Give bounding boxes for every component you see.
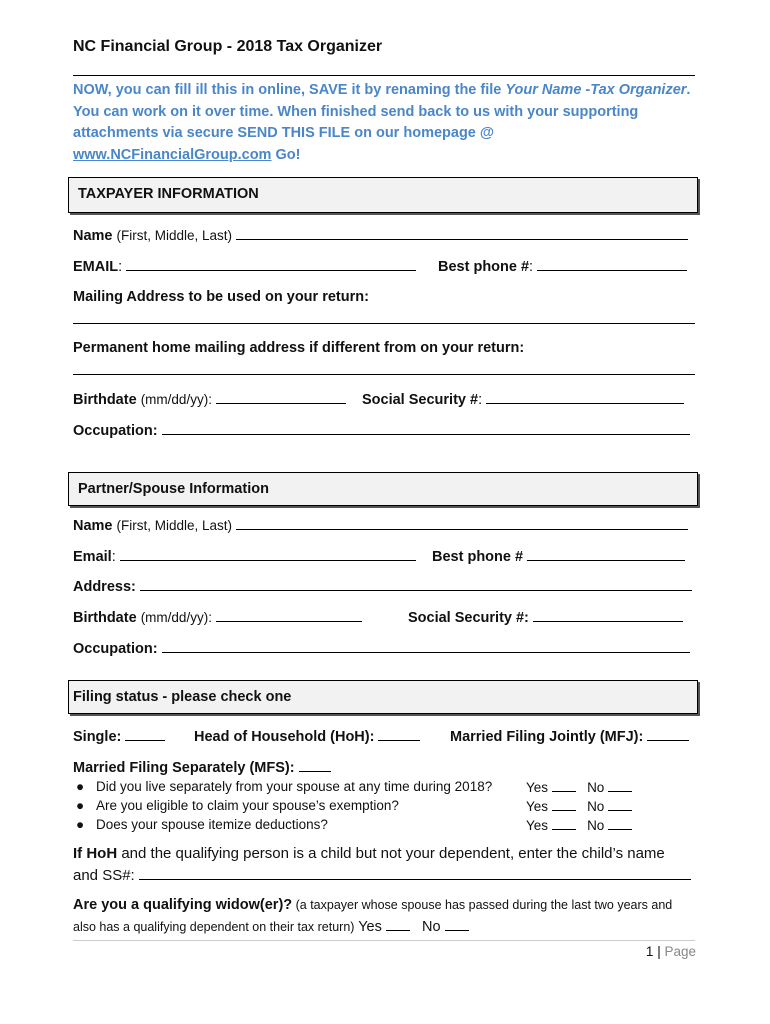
yes-label: Yes: [526, 818, 549, 833]
spouse-phone-row: [432, 548, 685, 565]
page-number: 1: [645, 944, 654, 959]
filing-single-field[interactable]: [125, 728, 165, 741]
taxpayer-section-header: [68, 177, 698, 213]
taxpayer-email-row: [73, 258, 416, 275]
title-rule: [73, 75, 695, 76]
bullet-icon: ●: [76, 779, 85, 794]
spouse-email-colon: :: [111, 549, 116, 565]
taxpayer-occupation-label: Occupation:: [73, 423, 158, 439]
taxpayer-name-hint: (First, Middle, Last): [116, 228, 233, 243]
page-label: Page: [664, 944, 696, 959]
taxpayer-name-label: Name: [73, 228, 113, 244]
yes-field[interactable]: [552, 817, 576, 830]
filing-hoh-field[interactable]: [378, 728, 420, 741]
taxpayer-phone-label: Best phone #: [438, 259, 530, 275]
no-field[interactable]: [608, 817, 632, 830]
spouse-phone-label: Best phone #: [432, 549, 524, 565]
yes-label: Yes: [526, 780, 549, 795]
no-field[interactable]: [608, 798, 632, 811]
taxpayer-ssn-field[interactable]: [486, 391, 684, 404]
no-label: No: [587, 818, 605, 833]
taxpayer-birth-hint: (mm/dd/yy):: [140, 392, 212, 407]
hoh-child-label: and SS#:: [73, 867, 135, 884]
taxpayer-phone-colon: :: [529, 259, 534, 275]
footer-rule: [73, 940, 695, 941]
no-label: No: [587, 780, 605, 795]
spouse-name-field[interactable]: [236, 517, 688, 530]
filing-hoh-row: [194, 728, 420, 745]
widow-question-hint-2: also has a qualifying dependent on their tax return): [73, 920, 355, 934]
taxpayer-birth-label: Birthdate: [73, 392, 137, 408]
spouse-section-title: Partner/Spouse Information: [78, 481, 269, 497]
filing-mfs-field[interactable]: [299, 759, 331, 772]
spouse-email-label: Email: [73, 549, 112, 565]
taxpayer-permanent-field[interactable]: [73, 374, 695, 375]
widow-yes-field[interactable]: [386, 918, 410, 931]
widow-yes-label: Yes: [358, 919, 382, 935]
taxpayer-phone-row: [438, 258, 687, 275]
spouse-ssn-field[interactable]: [533, 609, 683, 622]
yes-label: Yes: [526, 799, 549, 814]
spouse-address-row: [73, 578, 692, 595]
bullet-icon: ●: [76, 817, 85, 832]
mfs-question: [76, 798, 399, 813]
taxpayer-name-row: [73, 227, 688, 244]
hoh-child-row: [73, 867, 691, 884]
mfs-question-text: Are you eligible to claim your spouse’s exemption?: [96, 798, 399, 813]
taxpayer-ssn-row: [362, 391, 684, 408]
widow-question: [73, 897, 672, 913]
spouse-email-field[interactable]: [120, 548, 416, 561]
spouse-occupation-row: [73, 640, 690, 657]
footer-separator: |: [657, 944, 661, 959]
spouse-birth-field[interactable]: [216, 609, 362, 622]
spouse-occupation-field[interactable]: [162, 640, 690, 653]
spouse-section-header: [68, 472, 698, 506]
spouse-address-field[interactable]: [140, 578, 692, 591]
filing-mfs-label: Married Filing Separately (MFS):: [73, 760, 295, 776]
intro-text-3: Go!: [271, 146, 301, 163]
mfs-answer: [526, 817, 632, 833]
taxpayer-occupation-row: [73, 422, 690, 439]
page-footer: [646, 944, 696, 959]
spouse-ssn-label: Social Security #:: [408, 610, 529, 626]
spouse-phone-field[interactable]: [527, 548, 685, 561]
taxpayer-email-field[interactable]: [126, 258, 416, 271]
spouse-name-label: Name: [73, 518, 113, 534]
yes-field[interactable]: [552, 779, 576, 792]
spouse-name-hint: (First, Middle, Last): [116, 518, 233, 533]
taxpayer-ssn-label: Social Security #: [362, 392, 479, 408]
filing-section-header: [68, 680, 698, 714]
intro-paragraph: [73, 80, 695, 166]
filing-mfj-label: Married Filing Jointly (MFJ):: [450, 729, 644, 745]
spouse-birth-hint: (mm/dd/yy):: [140, 610, 212, 625]
mfs-answer: [526, 798, 632, 814]
yes-field[interactable]: [552, 798, 576, 811]
taxpayer-section-title: TAXPAYER INFORMATION: [78, 186, 259, 202]
filing-single-row: [73, 728, 165, 745]
taxpayer-mailing-field[interactable]: [73, 323, 695, 324]
taxpayer-ssn-colon: :: [478, 392, 483, 408]
filing-mfs-row: [73, 759, 331, 776]
widow-question-hint: (a taxpayer whose spouse has passed during the last two years and: [292, 898, 673, 912]
widow-no-label: No: [422, 919, 441, 935]
spouse-birth-row: [73, 609, 362, 626]
filing-single-label: Single:: [73, 729, 122, 745]
spouse-occupation-label: Occupation:: [73, 641, 158, 657]
taxpayer-email-colon: :: [118, 259, 123, 275]
spouse-address-label: Address:: [73, 579, 136, 595]
mfs-question-text: Does your spouse itemize deductions?: [96, 817, 328, 832]
homepage-link[interactable]: www.NCFinancialGroup.com: [73, 146, 272, 163]
taxpayer-birth-field[interactable]: [216, 391, 346, 404]
mfs-question-text: Did you live separately from your spouse at any time during 2018?: [96, 779, 493, 794]
intro-text-1: NOW, you can fill ill this in online, SAVE it by renaming the file: [73, 82, 506, 98]
hoh-child-field[interactable]: [139, 867, 691, 880]
no-field[interactable]: [608, 779, 632, 792]
hoh-question-bold: If HoH: [73, 845, 118, 862]
taxpayer-mailing-label: Mailing Address to be used on your return:: [73, 289, 369, 305]
spouse-birth-label: Birthdate: [73, 610, 137, 626]
taxpayer-email-label: EMAIL: [73, 259, 119, 275]
mfs-question: [76, 779, 492, 794]
taxpayer-name-field[interactable]: [236, 227, 688, 240]
bullet-icon: ●: [76, 798, 85, 813]
no-label: No: [587, 799, 605, 814]
mfs-answer: [526, 779, 632, 795]
widow-answer-row: [73, 918, 469, 935]
mfs-question: [76, 817, 328, 832]
filing-section-title: Filing status - please check one: [73, 689, 292, 705]
taxpayer-permanent-label: Permanent home mailing address if different from on your return:: [73, 340, 525, 356]
spouse-ssn-row: [408, 609, 683, 626]
filing-mfj-row: [450, 728, 689, 745]
spouse-name-row: [73, 517, 688, 534]
taxpayer-occupation-field[interactable]: [162, 422, 690, 435]
widow-no-field[interactable]: [445, 918, 469, 931]
taxpayer-birth-row: [73, 391, 346, 408]
spouse-email-row: [73, 548, 416, 565]
filing-hoh-label: Head of Household (HoH):: [194, 729, 375, 745]
intro-italic: Your Name -Tax Organizer: [505, 82, 687, 98]
intro-text-2: . You can work on it over time. When finished send back to us with your supporting attachments via secure SEND THIS FILE on our homepage @: [73, 82, 691, 141]
page-title: NC Financial Group - 2018 Tax Organizer: [73, 38, 383, 55]
taxpayer-phone-field[interactable]: [537, 258, 687, 271]
hoh-question: [73, 845, 665, 862]
filing-mfj-field[interactable]: [647, 728, 689, 741]
hoh-question-text: and the qualifying person is a child but not your dependent, enter the child’s name: [117, 845, 665, 862]
widow-question-bold: Are you a qualifying widow(er)?: [73, 897, 293, 913]
